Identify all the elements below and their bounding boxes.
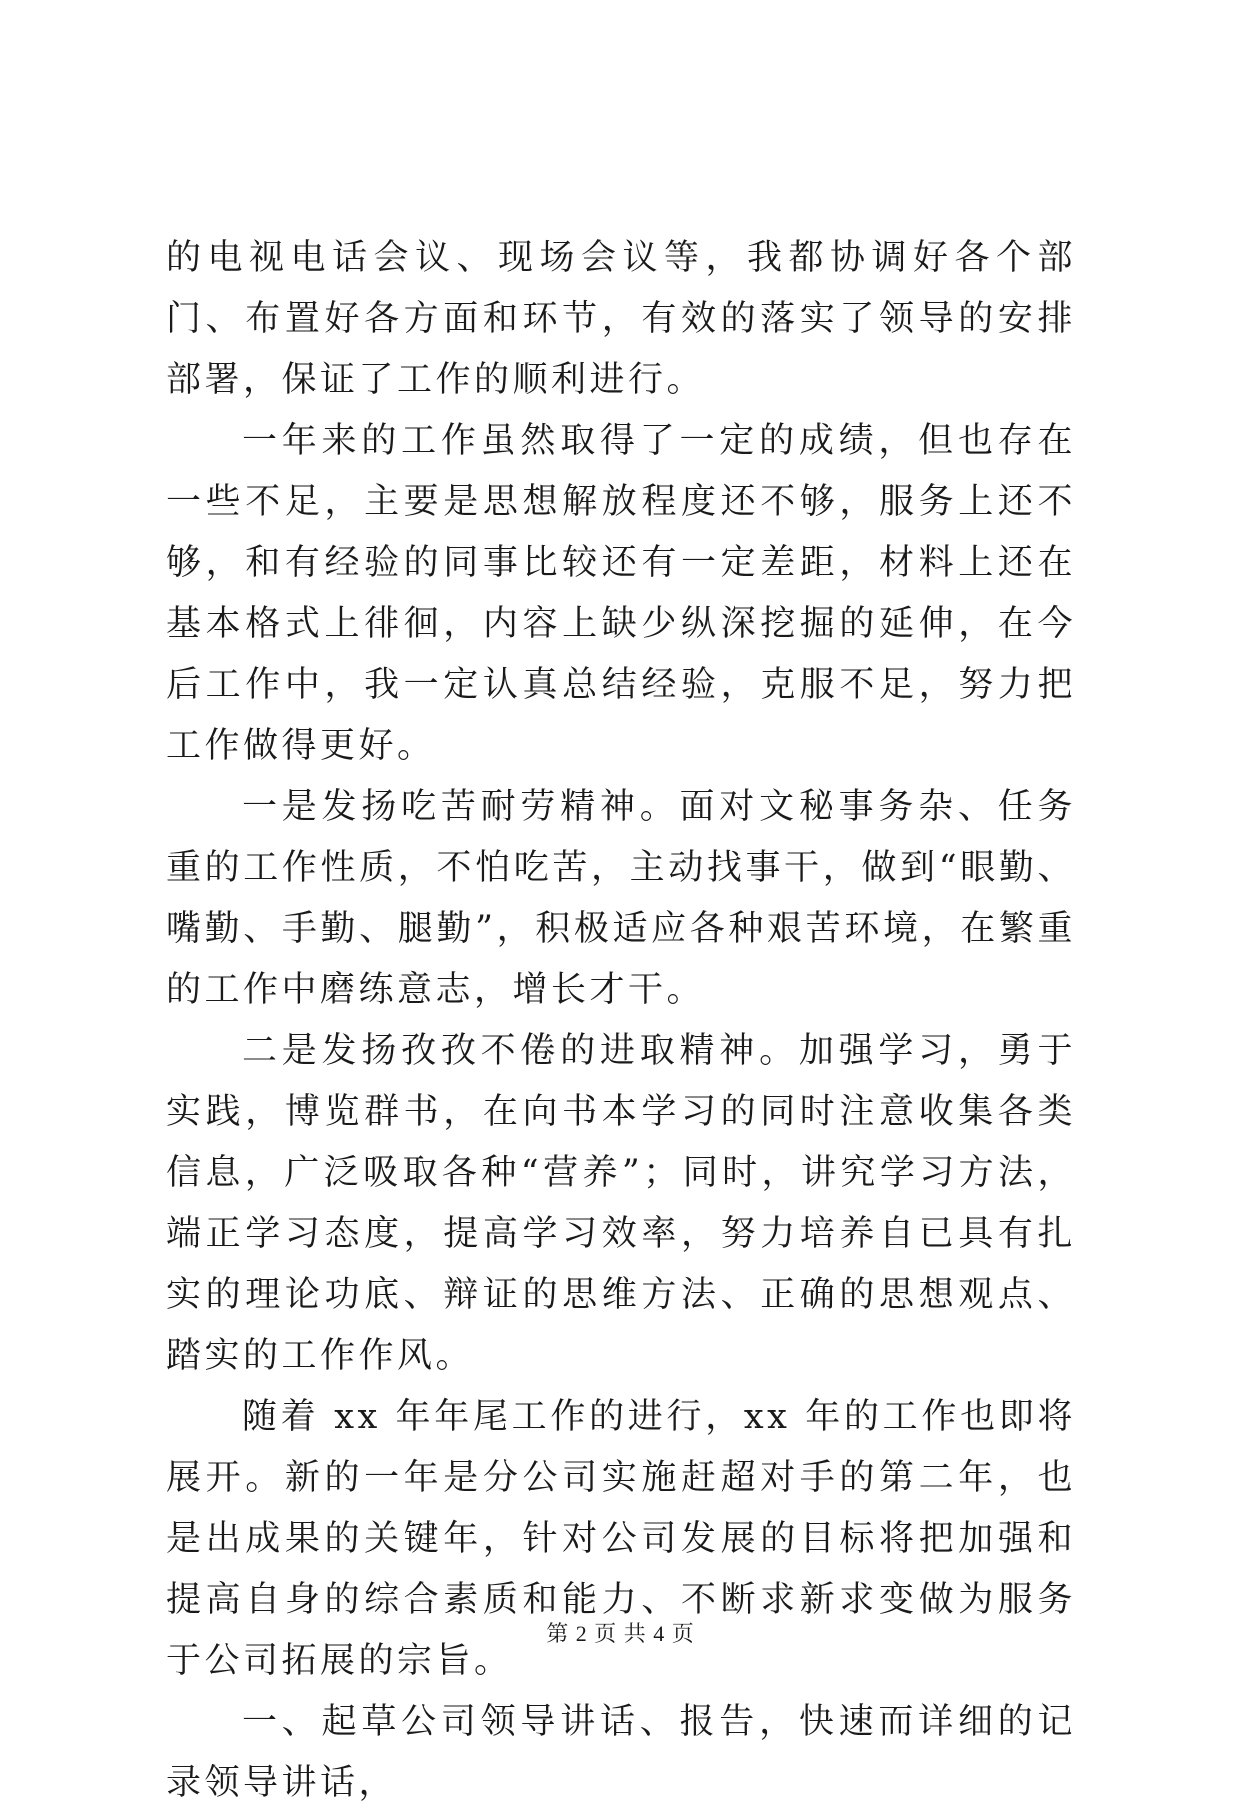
document-body: [166, 228, 1076, 1814]
page-number-footer: 第 2 页 共 4 页: [546, 1621, 695, 1646]
paragraph-1: 的电视电话会议、现场会议等，我都协调好各个部门、布置好各方面和环节，有效的落实了领导的安排部署，保证了工作的顺利进行。: [166, 238, 1076, 400]
paragraph-4: 二是发扬孜孜不倦的进取精神。加强学习，勇于实践，博览群书，在向书本学习的同时注意收集各类信息，广泛吸取各种“营养”；同时，讲究学习方法，端正学习态度，提高学习效率，努力培养自已具有扎实的理论功底、辩证的思维方法、正确的思想观点、踏实的工作作风。: [166, 1031, 1076, 1376]
paragraph-5: 随着 xx 年年尾工作的进行，xx 年的工作也即将展开。新的一年是分公司实施赶超对手的第二年，也是出成果的关键年，针对公司发展的目标将把加强和提高自身的综合素质和能力、不断求新求变做为服务于公司拓展的宗旨。: [166, 1397, 1076, 1681]
paragraph-6: 一、起草公司领导讲话、报告，快速而详细的记录领导讲话，: [166, 1702, 1076, 1803]
paragraph-2: 一年来的工作虽然取得了一定的成绩，但也存在一些不足，主要是思想解放程度还不够，服务上还不够，和有经验的同事比较还有一定差距，材料上还在基本格式上徘徊，内容上缺少纵深挖掘的延伸，在今后工作中，我一定认真总结经验，克服不足，努力把工作做得更好。: [166, 421, 1076, 766]
paragraph-3: 一是发扬吃苦耐劳精神。面对文秘事务杂、任务重的工作性质，不怕吃苦，主动找事干，做到“眼勤、嘴勤、手勤、腿勤”，积极适应各种艰苦环境，在繁重的工作中磨练意志，增长才干。: [166, 787, 1076, 1010]
